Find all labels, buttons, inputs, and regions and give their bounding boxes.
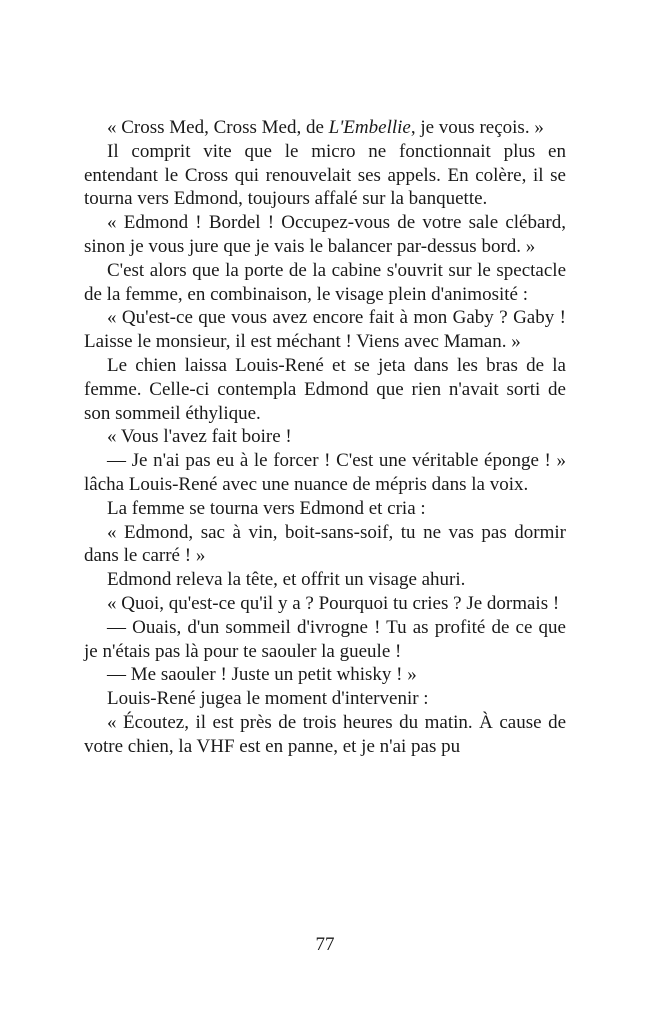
paragraph: Il comprit vite que le micro ne fonctionnait plus en entendant le Cross qui renouvelait ses appels. En colère, il se tourna vers Edmond, toujours affalé sur la banquette. [84,140,566,210]
paragraph: — Ouais, d'un sommeil d'ivrogne ! Tu as profité de ce que je n'étais pas là pour te saouler la gueule ! [84,616,566,662]
paragraph [84,116,566,140]
paragraph: — Me saouler ! Juste un petit whisky ! » [107,664,417,686]
paragraph: La femme se tourna vers Edmond et cria : [107,497,426,519]
paragraph-text: « Cross Med, Cross Med, de [107,117,329,138]
paragraph: « Vous l'avez fait boire ! [107,426,292,448]
paragraph: Louis-René jugea le moment d'intervenir : [107,688,429,710]
paragraph: « Écoutez, il est près de trois heures du matin. À cause de votre chien, la VHF est en panne, et je n'ai pas pu [84,711,566,757]
page-number: 77 [315,934,335,955]
paragraph: C'est alors que la porte de la cabine s'ouvrit sur le spectacle de la femme, en combinaison, le visage plein d'animosité : [84,259,566,305]
paragraph: « Qu'est-ce que vous avez encore fait à mon Gaby ? Gaby ! Laisse le monsieur, il est méchant ! Viens avec Maman. » [84,307,566,353]
boat-name-italic: L'Embellie [328,117,411,138]
paragraph: — Je n'ai pas eu à le forcer ! C'est une véritable éponge ! » lâcha Louis-René avec une nuance de mépris dans la voix. [84,450,566,495]
paragraph-text: , je vous reçois. » [410,117,544,138]
page-body [84,116,566,759]
paragraph: Le chien laissa Louis-René et se jeta dans les bras de la femme. Celle-ci contempla Edmond que rien n'avait sorti de son sommeil éthylique. [84,354,566,424]
paragraph: « Edmond ! Bordel ! Occupez-vous de votre sale clébard, sinon je vous jure que je vais le balancer par-dessus bord. » [84,212,566,257]
paragraph: « Quoi, qu'est-ce qu'il y a ? Pourquoi tu cries ? Je dormais ! [107,592,560,614]
paragraph: « Edmond, sac à vin, boit-sans-soif, tu ne vas pas dormir dans le carré ! » [84,521,566,567]
paragraph: Edmond releva la tête, et offrit un visage ahuri. [107,569,466,591]
